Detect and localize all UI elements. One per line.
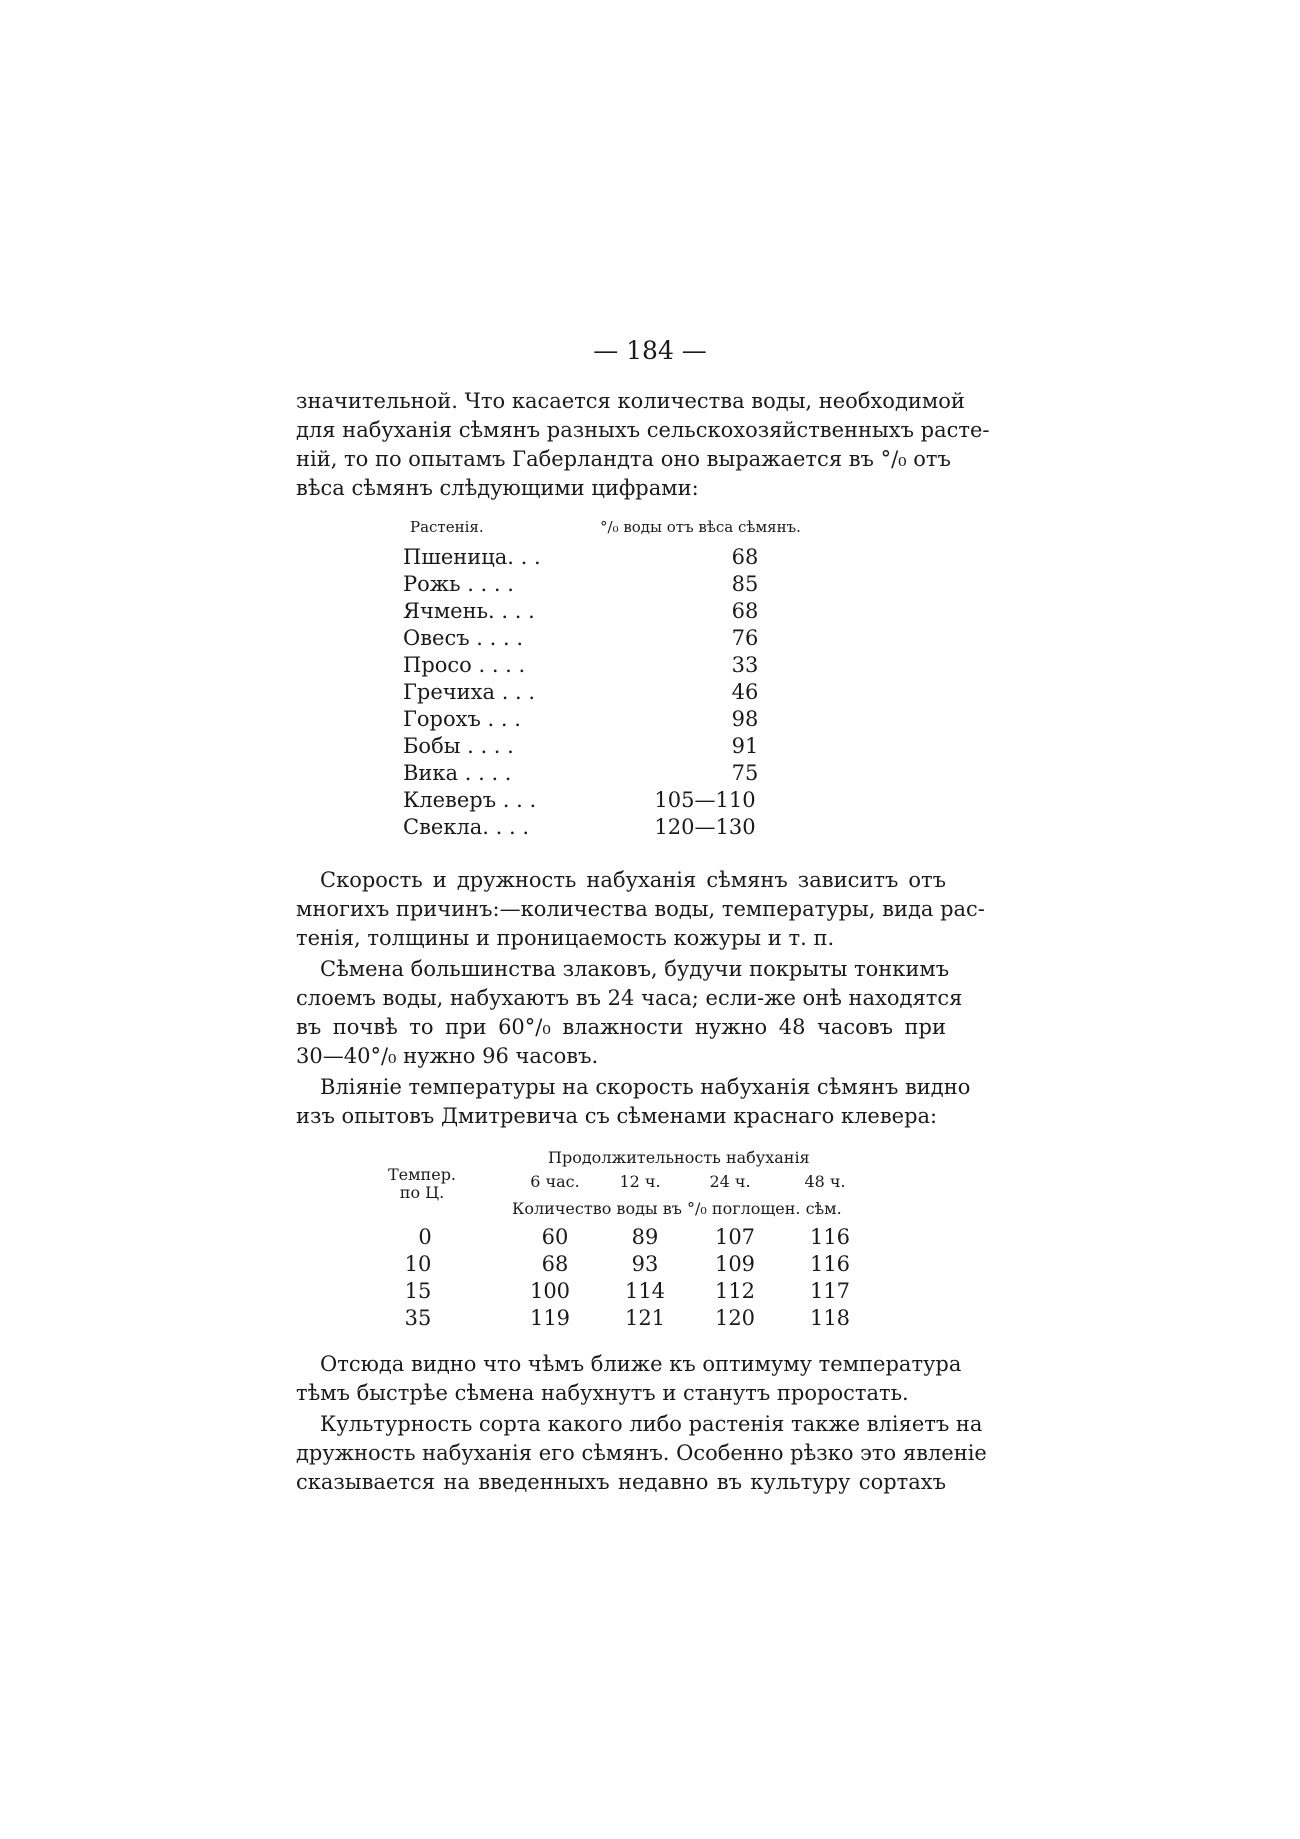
table-header-plant: Растенія. — [410, 518, 484, 536]
table-row-temp: 15 — [404, 1279, 432, 1303]
table-cell: 117 — [809, 1279, 851, 1303]
table-row-temp: 35 — [404, 1306, 432, 1330]
table-row-value: 46 — [731, 680, 759, 704]
column-header: 48 ч. — [804, 1172, 846, 1191]
column-header: 6 час. — [530, 1172, 580, 1191]
table-cell: 107 — [714, 1225, 756, 1249]
table-cell: 93 — [631, 1252, 659, 1276]
table-row-temp: 10 — [404, 1252, 432, 1276]
table-row-value: 85 — [731, 572, 759, 596]
text-line: вѣса сѣмянъ слѣдующими цифрами: — [296, 476, 699, 500]
table-row-plant: Бобы . . . . — [403, 734, 514, 758]
table-row-plant: Пшеница. . . — [403, 545, 541, 569]
table-cell: 112 — [714, 1279, 756, 1303]
text-line: многихъ причинъ:—количества воды, температуры, вида рас- — [296, 897, 985, 921]
text-line: Сѣмена большинства злаковъ, будучи покрыты тонкимъ — [320, 957, 950, 981]
table-cell: 89 — [631, 1225, 659, 1249]
table-cell: 119 — [529, 1306, 571, 1330]
text-line: изъ опытовъ Дмитревича съ сѣменами краснаго клевера: — [296, 1104, 938, 1128]
table-row-value: 105—110 — [654, 788, 756, 812]
text-line: Культурность сорта какого либо растенія также вліяетъ на — [320, 1412, 983, 1436]
table-row-value: 68 — [731, 599, 759, 623]
text-line: въ почвѣ то при 60°/₀ влажности нужно 48 часовъ при — [296, 1015, 946, 1039]
table-row-value: 76 — [731, 626, 759, 650]
table-row-plant: Гречиха . . . — [403, 680, 536, 704]
table-cell: 116 — [809, 1252, 851, 1276]
temp-header-unit: по Ц. — [399, 1183, 445, 1202]
table-cell: 121 — [624, 1306, 666, 1330]
text-line: 30—40°/₀ нужно 96 часовъ. — [296, 1044, 599, 1068]
table-cell: 116 — [809, 1225, 851, 1249]
text-line: слоемъ воды, набухаютъ въ 24 часа; если-же онѣ находятся — [296, 986, 963, 1010]
page-number: — 184 — — [593, 336, 707, 365]
column-header: 12 ч. — [619, 1172, 661, 1191]
temp-header: Темпер. — [387, 1165, 457, 1184]
text-line: тенія, толщины и проницаемость кожуры и т. п. — [296, 926, 835, 950]
table-cell: 68 — [541, 1252, 569, 1276]
duration-header: Продолжительность набуханія — [548, 1148, 810, 1167]
table-cell: 100 — [529, 1279, 571, 1303]
table-cell: 109 — [714, 1252, 756, 1276]
table-cell: 114 — [624, 1279, 666, 1303]
table-row-plant: Просо . . . . — [403, 653, 526, 677]
table-row-value: 91 — [731, 734, 759, 758]
text-line: Отсюда видно что чѣмъ ближе къ оптимуму температура — [320, 1352, 962, 1376]
column-header: 24 ч. — [709, 1172, 751, 1191]
subheader: Количество воды въ °/₀ поглощен. сѣм. — [512, 1199, 842, 1218]
table-cell: 118 — [809, 1306, 851, 1330]
table-row-value: 75 — [731, 761, 759, 785]
table-header-value: °/₀ воды отъ вѣса сѣмянъ. — [600, 518, 801, 536]
text-line: Вліяніе температуры на скорость набуханія сѣмянъ видно — [320, 1075, 971, 1099]
table-row-value: 98 — [731, 707, 759, 731]
text-line: дружность набуханія его сѣмянъ. Особенно рѣзко это явленіе — [296, 1441, 987, 1465]
text-line: сказывается на введенныхъ недавно въ культуру сортахъ — [296, 1470, 946, 1494]
table-cell: 120 — [714, 1306, 756, 1330]
text-line: ній, то по опытамъ Габерландта оно выражается въ °/₀ отъ — [296, 447, 951, 471]
table-row-plant: Ячмень. . . . — [403, 599, 535, 623]
text-line: значительной. Что касается количества воды, необходимой — [296, 389, 965, 413]
table-row-plant: Овесъ . . . . — [403, 626, 523, 650]
table-row-plant: Свекла. . . . — [403, 815, 530, 839]
table-row-value: 68 — [731, 545, 759, 569]
table-row-plant: Клеверъ . . . — [403, 788, 537, 812]
table-row-plant: Рожь . . . . — [403, 572, 514, 596]
table-row-value: 33 — [731, 653, 759, 677]
table-row-value: 120—130 — [654, 815, 756, 839]
table-row-temp: 0 — [418, 1225, 432, 1249]
text-line: Скорость и дружность набуханія сѣмянъ зависитъ отъ — [320, 868, 946, 892]
table-row-plant: Горохъ . . . — [403, 707, 521, 731]
text-line: тѣмъ быстрѣе сѣмена набухнутъ и станутъ проростать. — [296, 1381, 909, 1405]
table-cell: 60 — [541, 1225, 569, 1249]
table-row-plant: Вика . . . . — [403, 761, 512, 785]
text-line: для набуханія сѣмянъ разныхъ сельскохозяйственныхъ расте- — [296, 418, 990, 442]
